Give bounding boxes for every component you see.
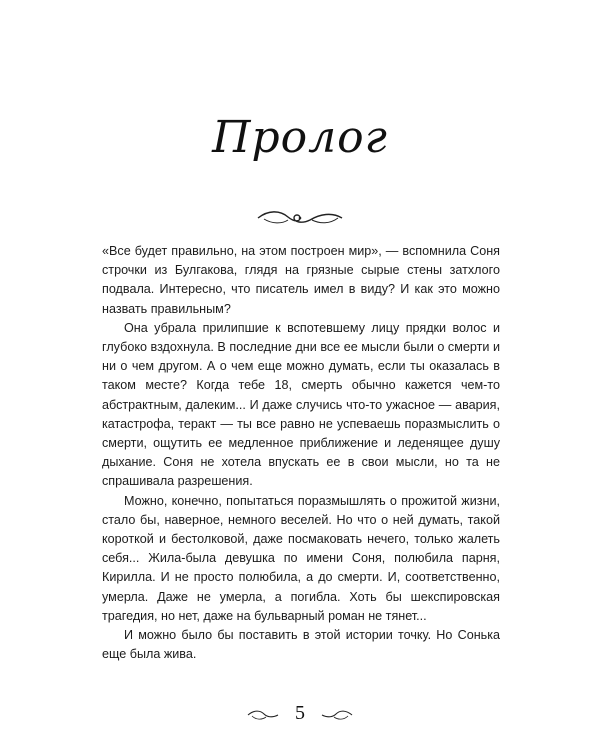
flourish-ornament-icon bbox=[320, 708, 354, 722]
body-text bbox=[102, 242, 500, 664]
paragraph: Можно, конечно, попытаться поразмышлять о прожитой жизни, стало бы, наверное, немного веселей. Но что о ней думать, такой короткой и бестолковой, даже посмаковать нечего, только жалеть себя... Жила-была девушка по имени Соня, полюбила парня, Кирилла. И не просто полюбила, а до смерти. И, соответственно, умерла. Даже не умерла, а погибла. Хоть бы шекспировская трагедия, но нет, даже на бульварный роман не тянет... bbox=[102, 493, 500, 623]
flourish-ornament-icon bbox=[254, 206, 346, 230]
paragraph: И можно было бы поставить в этой истории точку. Но Сонька еще была жива. bbox=[102, 628, 500, 662]
paragraph: Она убрала прилипшие к вспотевшему лицу прядки волос и глубоко вздохнула. В последние дни все ее мысли были о смерти и ни о чем другом. А о чем еще можно думать, если ты оказалась в таком месте? Когда тебе 18, смерть обычно кажется чем-то абстрактным, далеким... И даже случись что-то ужасное — авария, катастрофа, теракт — ты все равно не успеваешь поразмыслить о смерти, ощутить ее медленное приближение и леденящее душу дыхание. Соня не хотела впускать ее в свои мысли, но та не спрашивала разрешения. bbox=[102, 320, 500, 489]
chapter-title: Пролог bbox=[212, 112, 388, 163]
page-footer bbox=[0, 700, 600, 730]
flourish-ornament-icon bbox=[246, 708, 280, 722]
page-number: 5 bbox=[295, 702, 305, 724]
paragraph: «Все будет правильно, на этом построен мир», — вспомнила Соня строчки из Булгакова, глядя на грязные сырые стены затхлого подвала. Интересно, что писатель имел в виду? И как это можно назвать правильным? bbox=[102, 244, 500, 316]
